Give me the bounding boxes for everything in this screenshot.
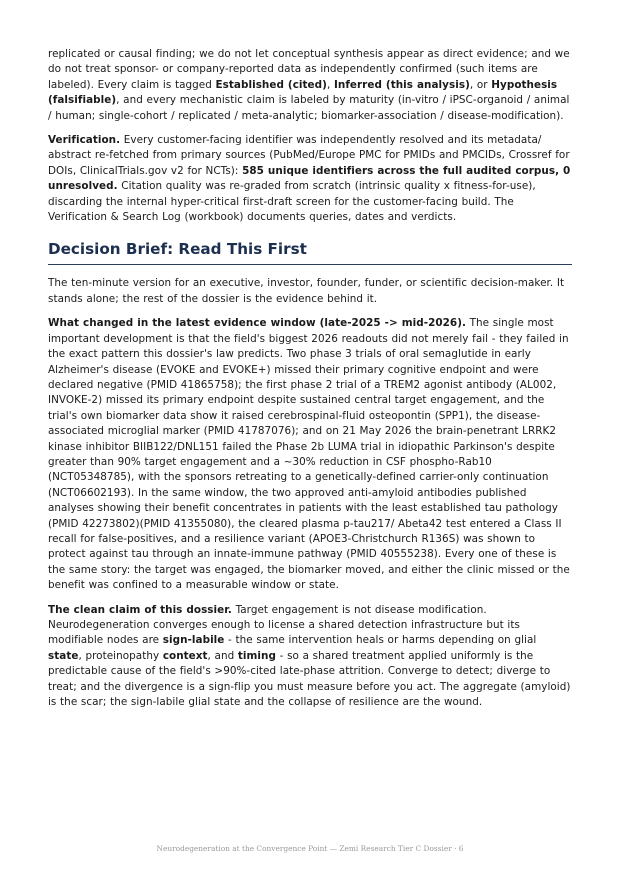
text-run: , [326, 78, 334, 91]
bold-phrase: Established (cited) [215, 78, 327, 91]
text-run: The single most important development is that the field's biggest 2026 readouts did not merely fail - they failed in the exact pattern this dossier's law predicts. Two phase 3 trials of oral semaglutide in early Alzheimer's disease (EVOKE and EVOKE+) missed their primary cognitive endpoint and were declared negative (PMID 41865758); the first phase 2 trial of a TREM2 agonist antibody (AL002, INVOKE-2) missed its primary endpoint despite sustained central target engagement, and the trial's own biomarker data show it raised cerebrospinal-fluid osteopontin (SPP1), the disease-associated microglial marker (PMID 41787076); and on 21 May 2026 the brain-penetrant LRRK2 kinase inhibitor BIIB122/DNL151 failed the Phase 2b LUMA trial in idiopathic Parkinson's despite greater than 90% target engagement and a ~30% reduction in CSF phospho-Rab10 (NCT05348785), with the sponsors retreating to a genetically-defined carrier-only continuation (NCT06602193). In the same window, the two approved anti-amyloid antibodies published analyses showing their benefit concentrates in patients with the least established tau pathology (PMID 42273802)(PMID 41355080), the cleared plasma p-tau217/ Abeta42 test entered a Class II recall for false-positives, and a resilience variant (APOE3-Christchurch R136S) was shown to protect against tau through an innate-immune pathway (PMID 40555238). Every one of these is the same story: the target was engaged, the biomarker moved, and either the clinic missed or the benefit was confined to a measurable window or state. [48, 317, 570, 592]
bold-phrase: What changed in the latest evidence window (late-2025 -> mid-2026). [48, 317, 466, 330]
bold-phrase: Hypothesis (falsifiable) [48, 78, 558, 107]
text-run: Target engagement is not disease modification. Neurodegeneration converges enough to license a shared detection infrastructure but its modifiable nodes are [48, 603, 520, 647]
text-run: , or [469, 78, 492, 91]
text-run: Every customer-facing identifier was independently resolved and its metadata/ abstract re-fetched from primary sources (PubMed/Europe PMC for PMIDs and PMCIDs, Crossref for DOIs, ClinicalTrials.gov v2 for NCTs): [48, 134, 570, 177]
bold-phrase: 585 unique identifiers across the full audited corpus, 0 unresolved. [48, 164, 571, 193]
text-run: - the same intervention heals or harms depending on glial [224, 634, 537, 647]
what-changed-paragraph [48, 316, 572, 593]
intro-paragraph [48, 276, 572, 307]
verification-paragraph [48, 133, 572, 225]
text-run: replicated or causal finding; we do not let conceptual synthesis appear as direct evidence; and we do not treat sponsor- or company-reported data as independently confirmed (such items are labeled). Every claim is tagged [48, 48, 570, 91]
text-run: Citation quality was re-graded from scratch (intrinsic quality x fitness-for-use), discarding the internal hyper-critical first-draft screen for the customer-facing build. The Verification & Search Log (workbook) documents queries, dates and verdicts. [48, 180, 536, 224]
section-heading: Decision Brief: Read This First [48, 240, 572, 265]
bold-phrase: The clean claim of this dossier. [48, 603, 232, 616]
bold-phrase: sign-labile [162, 634, 225, 647]
text-run: , and [207, 649, 238, 662]
bold-phrase: Verification. [48, 134, 121, 147]
bold-phrase: context [162, 649, 208, 662]
bold-phrase: Inferred (this analysis) [333, 78, 470, 91]
methods-paragraph [48, 47, 572, 124]
clean-claim-paragraph [48, 603, 572, 711]
text-run: , proteinopathy [78, 649, 163, 662]
text-run: The ten-minute version for an executive, investor, founder, funder, or scientific decision-maker. It stands alone; the rest of the dossier is the evidence behind it. [48, 277, 565, 305]
text-run: - so a shared treatment applied uniformly is the predictable cause of the field's >90%-cited late-phase attrition. Converge to detect; diverge to treat; and the divergence is a sign-flip you must measure before you act. The aggregate (amyloid) is the scar; the sign-labile glial state and the collapse of resilience are the wound. [48, 649, 571, 709]
text-run: , and every mechanistic claim is labeled by maturity (in-vitro / iPSC-organoid / animal / human; single-cohort / replicated / meta-analytic; biomarker-association / disease-modification). [48, 94, 570, 122]
bold-phrase: state [48, 649, 79, 662]
bold-phrase: timing [237, 649, 276, 662]
page-footer: Neurodegeneration at the Convergence Point — Zemi Research Tier C Dossier · 6 [156, 844, 464, 853]
